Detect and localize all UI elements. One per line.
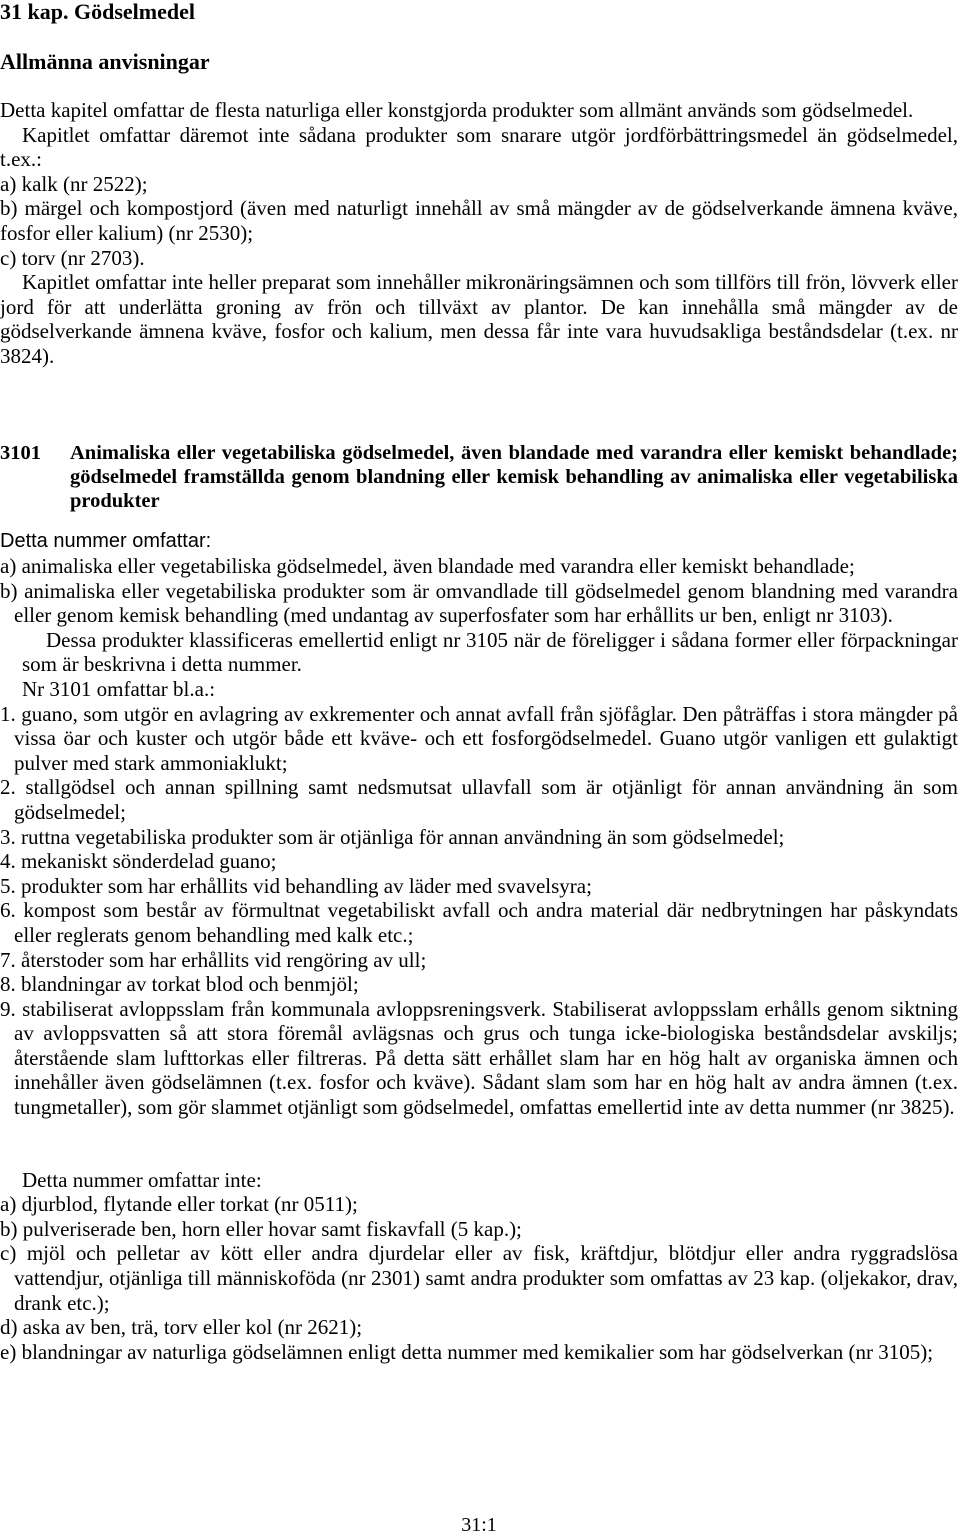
includes-section — [0, 529, 958, 1119]
numbered-item: 5. produkter som har erhållits vid behandling av läder med svavelsyra; — [0, 873, 592, 898]
excludes-item: a) djurblod, flytande eller torkat (nr 0511); — [0, 1192, 358, 1217]
numbered-item: 8. blandningar av torkat blod och benmjöl; — [0, 972, 359, 997]
intro-list-item: a) kalk (nr 2522); — [0, 171, 148, 196]
excludes-item: d) aska av ben, trä, torv eller kol (nr 2621); — [0, 1315, 363, 1340]
excludes-lead: Detta nummer omfattar inte: — [22, 1167, 262, 1192]
excludes-item: e) blandningar av naturliga gödselämnen enligt detta nummer med kemikalier som har gödselverkan (nr 3105); — [0, 1339, 934, 1364]
numbered-item: 1. guano, som utgör en avlagring av exkrementer och annat avfall från sjöfåglar. Den påträffas i stora mängder på vissa öar och kuster och utgör både ett kväve- och ett fosforgödselmedel. Guano utgör vanligen ett gulaktigt pulver med stark ammoniaklukt; — [0, 701, 958, 775]
section-title: Allmänna anvisningar — [0, 49, 210, 74]
intro-paragraph: Kapitlet omfattar inte heller preparat som innehåller mikronäringsämnen och som tillförs till frön, lövverk eller jord för att underlätta groning av frön och tillväxt av plantor. De kan innehålla små mängder av de gödselverkande ämnena kväve, fosfor och kalium, men dessa får inte vara huvudsakliga beståndsdelar (t.ex. nr 3824). — [0, 270, 958, 368]
heading-text: Animaliska eller vegetabiliska gödselmedel, även blandade med varandra eller kemiskt behandlade; gödselmedel framställda genom blandning eller kemisk behandling av animaliska eller vegetabiliska produkter — [70, 441, 958, 513]
intro-list-item: b) märgel och kompostjord (även med naturligt innehåll av små mängder av de gödselverkande ämnena kväve, fosfor eller kalium) (nr 2530); — [0, 196, 958, 245]
numbered-item: 9. stabiliserat avloppsslam från kommunala avloppsreningsverk. Stabiliserat avloppsslam erhålls genom siktning av avloppsvatten så att stora föremål avlägsnas och grus och tunga icke-biologiska beståndsdelar avskiljs; återstående slam lufttorkas eller filtreras. På detta sätt erhållet slam har en hög halt av organiska ämnen och innehåller även gödselämnen (t.ex. fosfor och kväve). Sådant slam som har en hög halt av andra ämnen (t.ex. tungmetaller), som gör slammet otjänligt som gödselmedel, omfattas emellertid inte av detta nummer (nr 3825). — [0, 996, 958, 1120]
excludes-item: c) mjöl och pelletar av kött eller andra djurdelar eller av fisk, kräftdjur, blötdjur eller andra ryggradslösa vattendjur, otjänliga till människoföda (nr 2301) samt andra produkter som omfattas av 23 kap. (oljekakor, drav, drank etc.); — [0, 1241, 958, 1315]
chapter-title: 31 kap. Gödselmedel — [0, 0, 195, 24]
heading-number: 3101 — [0, 441, 41, 464]
general-notes — [0, 98, 958, 369]
includes-item: b) animaliska eller vegetabiliska produkter som är omvandlade till gödselmedel genom blandning med varandra eller genom kemisk behandling (med undantag av superfosfater som har erhållits ur ben, enligt nr 3103). — [0, 578, 958, 628]
includes-lead: Detta nummer omfattar: — [0, 530, 212, 553]
numbered-item: 4. mekaniskt sönderdelad guano; — [0, 849, 277, 874]
numbered-item: 6. kompost som består av förmultnat vegetabiliskt avfall och andra material där nedbrytningen har påskyndats eller reglerats genom behandling med kalk etc.; — [0, 898, 958, 947]
excludes-item: b) pulveriserade ben, horn eller hovar samt fiskavfall (5 kap.); — [0, 1216, 522, 1241]
nr-lead: Nr 3101 omfattar bl.a.: — [22, 676, 216, 701]
numbered-item: 7. återstoder som har erhållits vid rengöring av ull; — [0, 947, 427, 972]
intro-paragraph: Kapitlet omfattar däremot inte sådana produkter som snarare utgör jordförbättringsmedel än gödselmedel, t.ex.: — [0, 122, 958, 172]
intro-paragraph: Detta kapitel omfattar de flesta naturliga eller konstgjorda produkter som allmänt används som gödselmedel. — [0, 98, 914, 122]
numbered-item: 2. stallgödsel och annan spillning samt nedsmutsat ullavfall som är otjänligt för annan användning än som gödselmedel; — [0, 775, 958, 824]
includes-note: Dessa produkter klassificeras emellertid enligt nr 3105 när de föreligger i sådana former eller förpackningar som är beskrivna i detta nummer. — [22, 627, 958, 677]
includes-item: a) animaliska eller vegetabiliska gödselmedel, även blandade med varandra eller kemiskt behandlade; — [0, 554, 855, 579]
excludes-section — [0, 1168, 958, 1365]
numbered-item: 3. ruttna vegetabiliska produkter som är otjänliga för annan användning än som gödselmedel; — [0, 824, 785, 849]
page-number: 31:1 — [461, 1514, 497, 1536]
heading-3101 — [0, 441, 958, 514]
intro-list-item: c) torv (nr 2703). — [0, 245, 145, 270]
